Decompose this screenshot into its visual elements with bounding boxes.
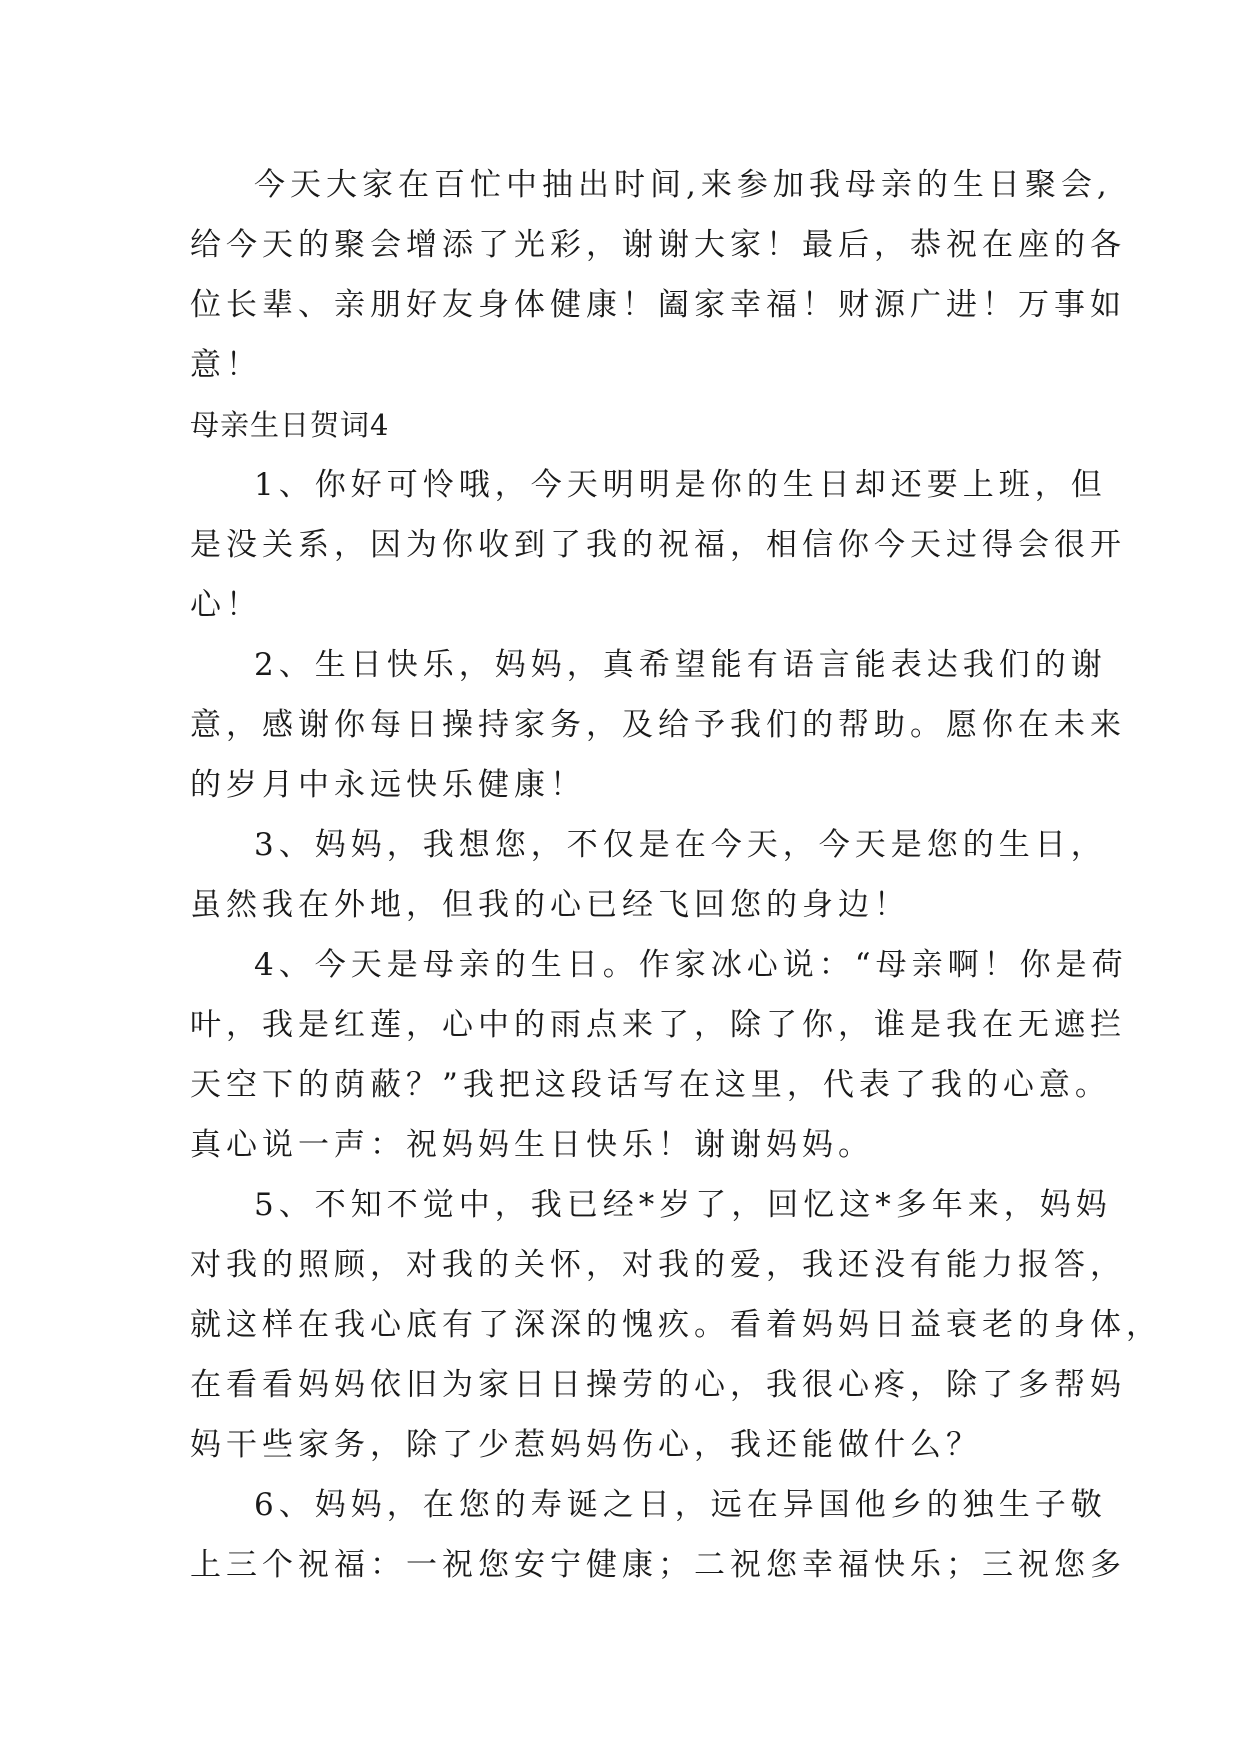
- paragraph-line: 2、生日快乐，妈妈，真希望能有语言能表达我们的谢: [254, 647, 1107, 683]
- paragraph-line: 叶，我是红莲，心中的雨点来了，除了你，谁是我在无遮拦: [190, 1007, 1126, 1043]
- paragraph-line: 天空下的荫蔽？”我把这段话写在这里，代表了我的心意。: [190, 1067, 1111, 1103]
- wish-item-3: [190, 815, 1107, 935]
- paragraph-line: 意，感谢你每日操持家务，及给予我们的帮助。愿你在未来: [190, 707, 1126, 743]
- paragraph-line: 心！: [190, 587, 262, 623]
- wish-item-1: [190, 455, 1126, 635]
- paragraph-line: 今天大家在百忙中抽出时间,来参加我母亲的生日聚会,: [254, 167, 1112, 203]
- wish-item-2: [190, 635, 1126, 815]
- paragraph-line: 意！: [190, 347, 262, 383]
- paragraph-line: 对我的照顾，对我的关怀，对我的爱，我还没有能力报答，: [190, 1247, 1126, 1283]
- paragraph-line: 妈干些家务，除了少惹妈妈伤心，我还能做什么？: [190, 1427, 982, 1463]
- paragraph-line: 就这样在我心底有了深深的愧疚。看着妈妈日益衰老的身体，: [190, 1307, 1162, 1343]
- paragraph-line: 4、今天是母亲的生日。作家冰心说：“母亲啊！你是荷: [254, 947, 1128, 983]
- intro-paragraph: [190, 155, 1126, 395]
- paragraph-line: 6、妈妈，在您的寿诞之日，远在异国他乡的独生子敬: [254, 1487, 1107, 1523]
- wish-item-6: [190, 1475, 1126, 1595]
- paragraph-line: 3、妈妈，我想您，不仅是在今天，今天是您的生日，: [254, 827, 1107, 863]
- paragraph-line: 上三个祝福：一祝您安宁健康；二祝您幸福快乐；三祝您多: [190, 1547, 1126, 1583]
- paragraph-line: 5、不知不觉中，我已经*岁了，回忆这*多年来，妈妈: [254, 1187, 1112, 1223]
- section-title: 母亲生日贺词4: [190, 408, 390, 442]
- paragraph-line: 的岁月中永远快乐健康！: [190, 767, 586, 803]
- document-body: [190, 155, 1162, 1595]
- wish-item-5: [190, 1175, 1162, 1475]
- paragraph-line: 真心说一声：祝妈妈生日快乐！谢谢妈妈。: [190, 1127, 874, 1163]
- paragraph-line: 位长辈、亲朋好友身体健康！阖家幸福！财源广进！万事如: [190, 287, 1126, 323]
- paragraph-line: 在看看妈妈依旧为家日日操劳的心，我很心疼，除了多帮妈: [190, 1367, 1126, 1403]
- wish-item-4: [190, 935, 1128, 1175]
- paragraph-line: 虽然我在外地，但我的心已经飞回您的身边！: [190, 887, 910, 923]
- paragraph-line: 给今天的聚会增添了光彩，谢谢大家！最后，恭祝在座的各: [190, 227, 1126, 263]
- paragraph-line: 1、你好可怜哦，今天明明是你的生日却还要上班，但: [254, 467, 1107, 503]
- paragraph-line: 是没关系，因为你收到了我的祝福，相信你今天过得会很开: [190, 527, 1126, 563]
